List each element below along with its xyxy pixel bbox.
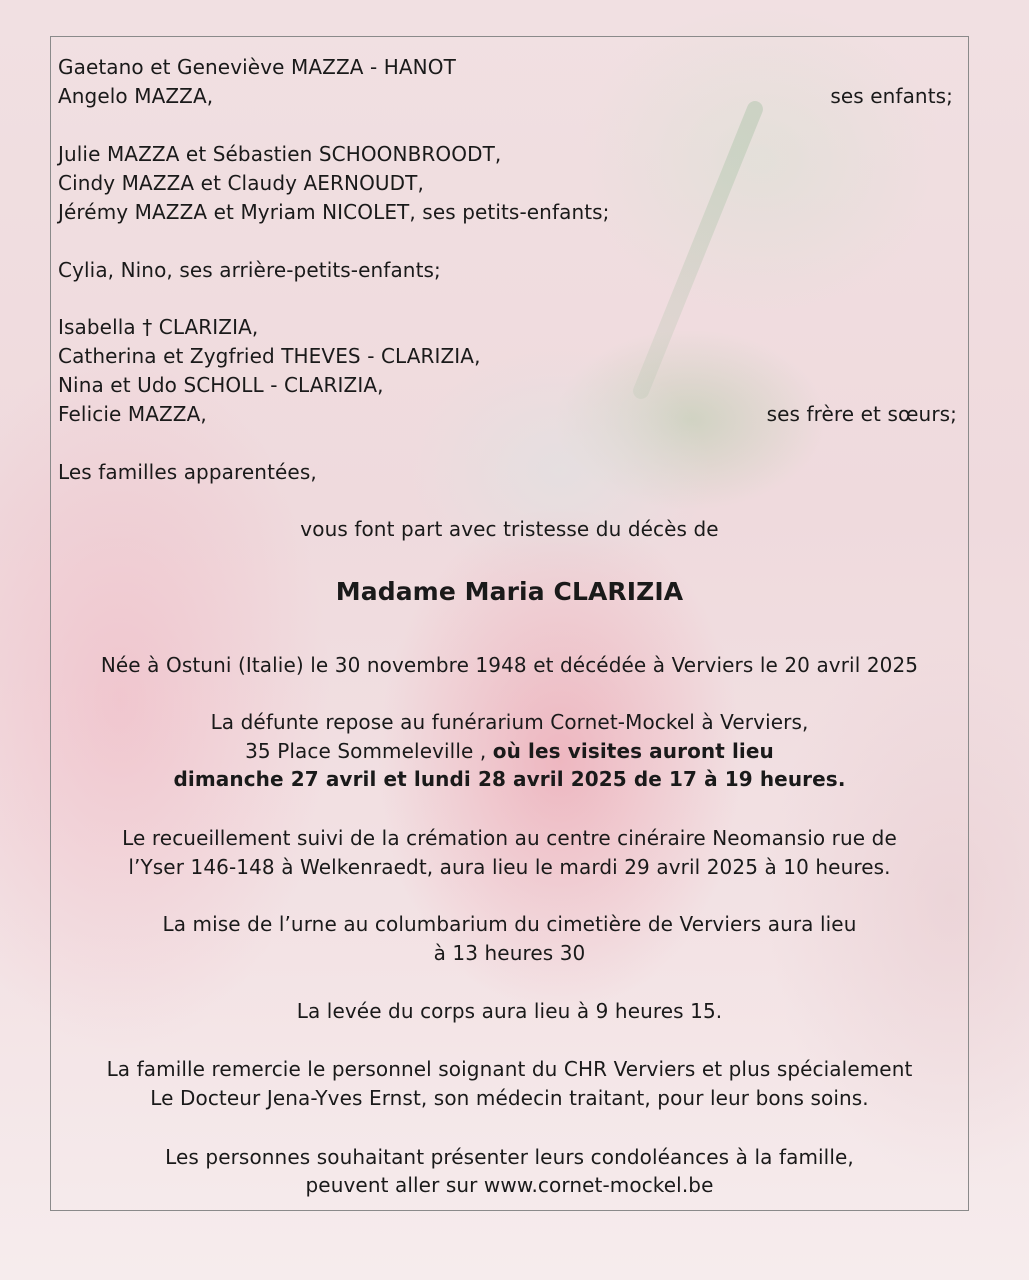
urn-line-2: à 13 heures 30 [433, 941, 586, 965]
relatives-line: Les familles apparentées, [58, 460, 317, 484]
siblings-line-1: Isabella † CLARIZIA, [58, 315, 259, 339]
children-line-1: Gaetano et Geneviève MAZZA - HANOT [58, 55, 456, 79]
ceremony-line-2: l’Yser 146-148 à Welkenraedt, aura lieu le mardi 29 avril 2025 à 10 heures. [128, 855, 891, 879]
grandchildren-line-3: Jérémy MAZZA et Myriam NICOLET, ses petits-enfants; [58, 200, 610, 224]
children-line-2: Angelo MAZZA, [58, 84, 214, 108]
visitation-dates: dimanche 27 avril et lundi 28 avril 2025 de 17 à 19 heures. [173, 767, 846, 791]
visitation-note: où les visites auront lieu [492, 739, 774, 763]
departure-line: La levée du corps aura lieu à 9 heures 15. [296, 999, 723, 1023]
thanks-line-1: La famille remercie le personnel soignant du CHR Verviers et plus spécialement [106, 1057, 913, 1081]
birth-death-line: Née à Ostuni (Italie) le 30 novembre 1948 et décédée à Verviers le 20 avril 2025 [100, 653, 919, 677]
visitation-address: 35 Place Sommeleville , [245, 739, 487, 763]
siblings-line-2: Catherina et Zygfried THEVES - CLARIZIA, [58, 344, 481, 368]
children-role: ses enfants; [830, 84, 953, 108]
condolences-line-1: Les personnes souhaitant présenter leurs condoléances à la famille, [165, 1145, 854, 1169]
visitation-line-1: La défunte repose au funérarium Cornet-Mockel à Verviers, [210, 710, 809, 734]
siblings-role: ses frère et sœurs; [766, 402, 957, 426]
thanks-line-2: Le Docteur Jena-Yves Ernst, son médecin traitant, pour leur bons soins. [150, 1086, 869, 1110]
ceremony-line-1: Le recueillement suivi de la crémation au centre cinéraire Neomansio rue de [122, 826, 897, 850]
great-grandchildren-line: Cylia, Nino, ses arrière-petits-enfants; [58, 258, 441, 282]
grandchildren-line-2: Cindy MAZZA et Claudy AERNOUDT, [58, 171, 424, 195]
urn-line-1: La mise de l’urne au columbarium du cimetière de Verviers aura lieu [162, 912, 857, 936]
siblings-line-4: Felicie MAZZA, [58, 402, 207, 426]
siblings-line-3: Nina et Udo SCHOLL - CLARIZIA, [58, 373, 384, 397]
grandchildren-line-1: Julie MAZZA et Sébastien SCHOONBROODT, [58, 142, 502, 166]
visitation-line-2 [50, 737, 969, 766]
announcement-intro: vous font part avec tristesse du décès de [300, 517, 719, 541]
condolences-line-2: peuvent aller sur www.cornet-mockel.be [305, 1173, 714, 1197]
deceased-name: Madame Maria CLARIZIA [335, 577, 684, 606]
